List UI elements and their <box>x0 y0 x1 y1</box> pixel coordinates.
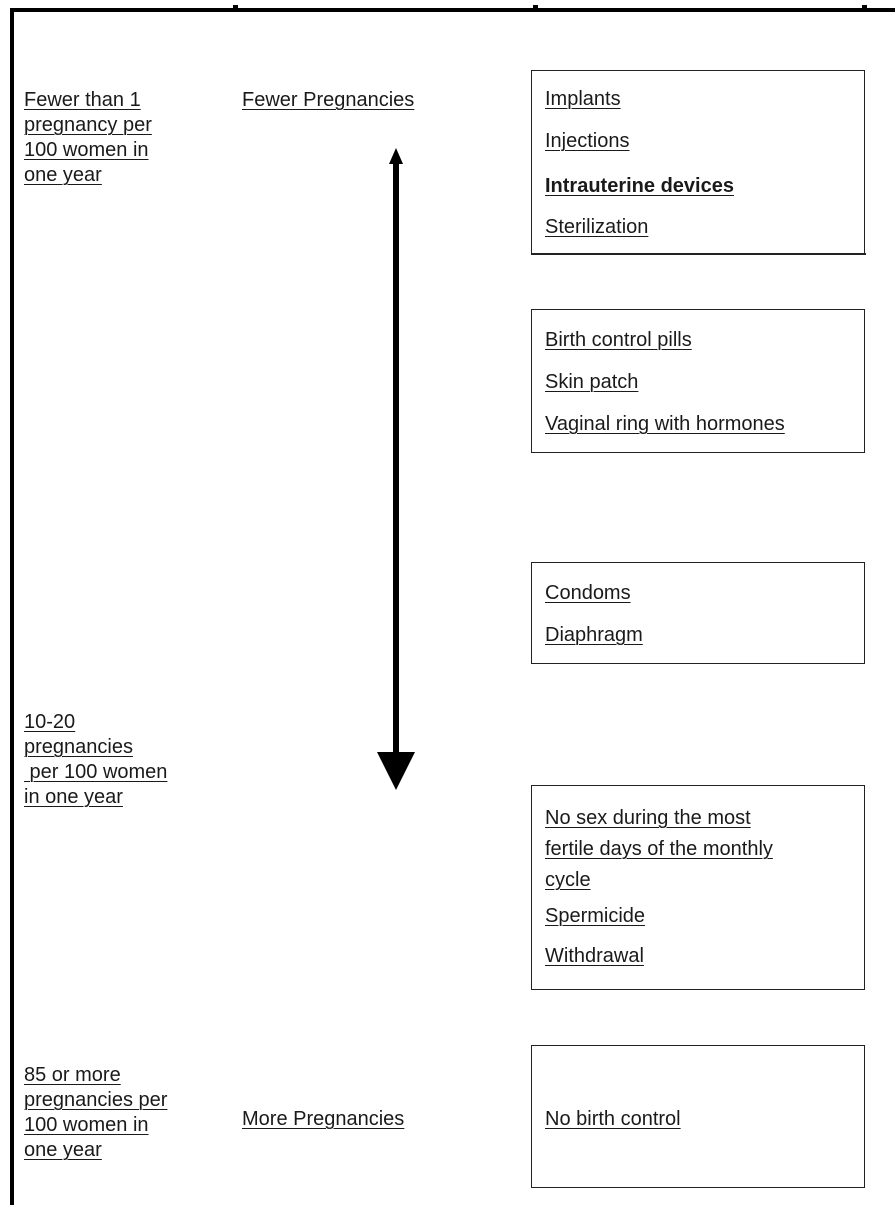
link-injections[interactable]: Injections <box>545 130 630 152</box>
arrow-head-up <box>389 148 403 164</box>
method-box-hormonal <box>531 309 865 453</box>
method-box-most-effective <box>531 70 865 255</box>
arrow-head-down <box>377 752 415 790</box>
link-no-sex-fertile-days[interactable]: No sex during the most fertile days of the monthly cycle <box>545 807 773 891</box>
method-box-less-effective <box>531 785 865 990</box>
column-tick <box>233 5 238 12</box>
link-spermicide[interactable]: Spermicide <box>545 905 646 927</box>
column-tick <box>533 5 538 12</box>
link-diaphragm[interactable]: Diaphragm <box>545 624 643 646</box>
link-skin-patch[interactable]: Skin patch <box>545 371 639 393</box>
link-sterilization[interactable]: Sterilization <box>545 216 649 238</box>
method-box-none <box>531 1045 865 1188</box>
rate-fewer-than-1[interactable]: Fewer than 1 pregnancy per 100 women in one year <box>24 89 152 186</box>
method-box-barrier <box>531 562 865 664</box>
more-pregnancies-label[interactable]: More Pregnancies <box>242 1108 405 1130</box>
frame-left-border <box>10 8 14 1205</box>
link-implants[interactable]: Implants <box>545 88 621 110</box>
link-intrauterine-devices[interactable]: Intrauterine devices <box>545 175 734 197</box>
frame-top-border <box>10 8 895 12</box>
effectiveness-arrow <box>374 148 418 793</box>
link-condoms[interactable]: Condoms <box>545 582 631 604</box>
link-vaginal-ring[interactable]: Vaginal ring with hormones <box>545 413 785 435</box>
link-no-birth-control[interactable]: No birth control <box>545 1108 681 1130</box>
rate-85-or-more[interactable]: 85 or more pregnancies per 100 women in one year <box>24 1064 168 1161</box>
fewer-pregnancies-label[interactable]: Fewer Pregnancies <box>242 89 415 111</box>
arrow-shaft <box>393 162 399 756</box>
link-withdrawal[interactable]: Withdrawal <box>545 945 644 967</box>
column-tick <box>862 5 867 12</box>
rate-10-20[interactable]: 10-20 pregnancies per 100 women in one year <box>24 711 168 808</box>
link-birth-control-pills[interactable]: Birth control pills <box>545 329 692 351</box>
